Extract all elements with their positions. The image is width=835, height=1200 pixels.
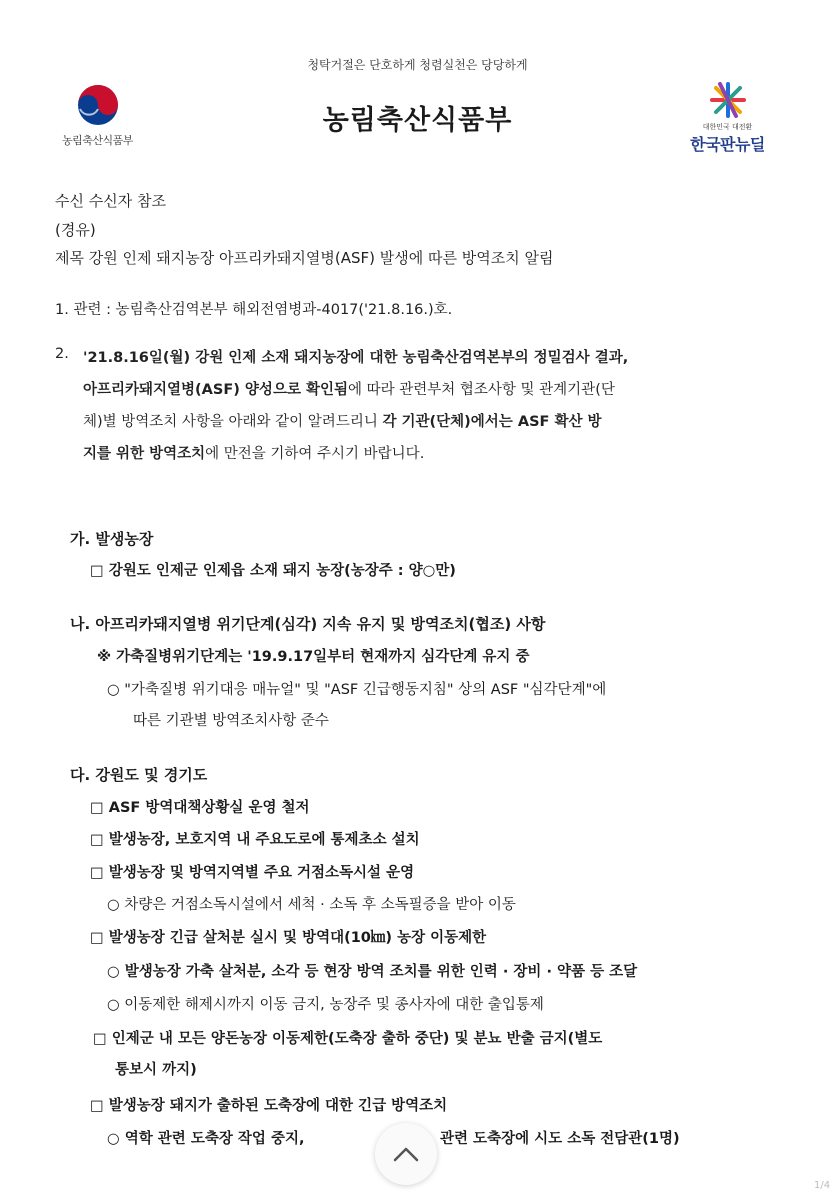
newdeal-tagline: 대한민국 대전환 (702, 123, 753, 131)
section-da-item-4-sub-2: ○ 이동제한 해제시까지 이동 금지, 농장주 및 종사자에 대한 출입통제 (107, 997, 544, 1013)
section-da-item-5: □ 인제군 내 모든 양돈농장 이동제한(도축장 출하 중단) 및 분뇨 반출 금지(별도 (93, 1031, 603, 1047)
paragraph2-line3-rest: 체)별 방역조치 사항을 아래와 같이 알려드리니 (83, 414, 383, 430)
scroll-to-top-button[interactable] (375, 1123, 437, 1185)
section-ga-title: 가. 발생농장 (70, 530, 154, 548)
section-da-item-3-sub: ○ 차량은 거점소독시설에서 세척 · 소독 후 소독필증을 받아 이동 (107, 897, 516, 913)
paragraph2-line3 (83, 410, 602, 431)
section-da-item-4-sub-1: ○ 발생농장 가축 살처분, 소각 등 현장 방역 조치를 위한 인력 · 장비 · 약품 등 조달 (107, 964, 638, 980)
section-da-item-6-sub-a: ○ 역학 관련 도축장 작업 중지, (107, 1131, 305, 1147)
section-da-item-6: □ 발생농장 돼지가 출하된 도축장에 대한 긴급 방역조치 (90, 1098, 448, 1114)
newdeal-wordmark: 한국판뉴딜 (690, 135, 765, 154)
section-da-item-3: □ 발생농장 및 방역지역별 주요 거점소독시설 운영 (90, 865, 415, 881)
section-da-item-2: □ 발생농장, 보호지역 내 주요도로에 통제초소 설치 (90, 832, 420, 848)
paragraph2-line1: '21.8.16일(월) 강원 인제 소재 돼지농장에 대한 농림축산검역본부의 정밀검사 결과, (83, 350, 629, 366)
section-da-item-4: □ 발생농장 긴급 살처분 실시 및 방역대(10㎞) 농장 이동제한 (90, 930, 487, 946)
section-da-item-1: □ ASF 방역대책상황실 운영 철저 (90, 800, 310, 816)
section-da-title: 다. 강원도 및 경기도 (70, 766, 208, 784)
quarantine-measures-text: 지를 위한 방역조치 (83, 446, 206, 462)
agency-request-text: 각 기관(단체)에서는 ASF 확산 방 (382, 414, 602, 430)
asf-positive-text: 아프리카돼지열병(ASF) 양성으로 확인됨 (83, 382, 349, 398)
newdeal-logo (680, 80, 775, 155)
organization-title: 농림축산식품부 (322, 105, 513, 136)
subject-line: 제목 강원 인제 돼지농장 아프리카돼지열병(ASF) 발생에 따른 방역조치 알림 (55, 249, 554, 267)
section-na-title: 나. 아프리카돼지열병 위기단계(심각) 지속 유지 및 방역조치(협조) 사항 (70, 615, 546, 633)
paragraph2-line4-rest: 에 만전을 기하여 주시기 바랍니다. (205, 446, 425, 462)
section-da-item-5-cont: 통보시 까지) (115, 1062, 197, 1078)
slogan: 청탁거절은 단호하게 청렴실천은 당당하게 (307, 58, 528, 72)
paragraph2-line2-rest: 에 따라 관련부처 협조사항 및 관계기관(단 (348, 382, 615, 398)
recipient-line: 수신 수신자 참조 (55, 192, 166, 210)
reference-paragraph: 1. 관련 : 농림축산검역본부 해외전염병과-4017('21.8.16.)호. (55, 302, 453, 318)
section-na-circle-item-cont: 따른 기관별 방역조치사항 준수 (133, 713, 329, 729)
crisis-level-note: ※ 가축질병위기단계는 '19.9.17일부터 현재까지 심각단계 유지 중 (97, 649, 530, 665)
section-da-item-6-sub-b: 관련 도축장에 시도 소독 전담관(1명) (440, 1131, 680, 1147)
ministry-logo-text: 농림축산식품부 (62, 134, 133, 147)
page-indicator: 1/4 (814, 1180, 831, 1191)
chevron-up-icon (393, 1146, 419, 1162)
section-na-circle-item: ○ "가축질병 위기대응 매뉴얼" 및 "ASF 긴급행동지침" 상의 ASF "심각단계"에 (107, 682, 607, 698)
via-line: (경유) (55, 221, 96, 239)
paragraph2-line2 (83, 378, 615, 399)
paragraph2-line4 (83, 442, 424, 463)
section-ga-item: □ 강원도 인제군 인제읍 소재 돼지 농장(농장주 : 양○만) (90, 563, 456, 579)
paragraph-number: 2. (55, 346, 69, 362)
newdeal-burst-icon (707, 80, 749, 120)
